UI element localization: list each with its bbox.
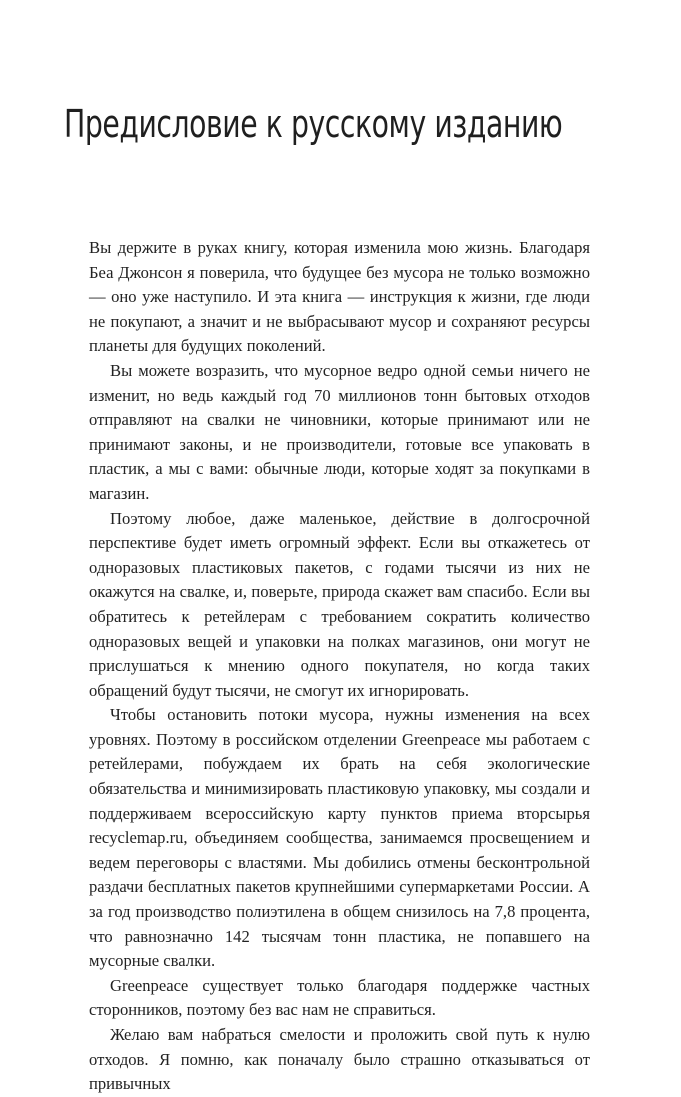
paragraph-3: Поэтому любое, даже маленькое, действие в долгосрочной перспективе будет иметь огромный эффект. Если вы откажетесь от одноразовых пластиковых пакетов, с годами тысячи из них не окажутся на свалке, и, поверьте, природа скажет вам спасибо. Если вы обратитесь к ретейлерам с требованием сократить количество одноразовых вещей и упаковки на полках магазинов, они могут не прислушаться к мнению одного покупателя, но когда таких обращений будут тысячи, не смогут их игнорировать. [89,508,590,700]
paragraph-2: Вы можете возразить, что мусорное ведро одной семьи ничего не изменит, но ведь каждый год 70 миллионов тонн бытовых отходов отправляют на свалки не чиновники, которые принимают или не принимают законы, и не производители, готовые все упаковать в пластик, а мы с вами: обычные люди, которые ходят за покупками в магазин. [89,360,590,503]
paragraph-6: Желаю вам набраться смелости и проложить свой путь к нулю отходов. Я помню, как поначалу было страшно отказываться от привычных [89,1025,590,1094]
paragraph-4: Чтобы остановить потоки мусора, нужны изменения на всех уровнях. Поэтому в российском отделении Greenpeace мы работаем с ретейлерами, побуждаем их брать на себя экологические обязательства и минимизировать пластиковую упаковку, мы создали и поддерживаем всероссийскую карту пунктов приема вторсырья recyclemap.ru, объединяем сообщества, занимаемся просвещением и ведем переговоры с властями. Мы добились отмены бесконтрольной раздачи бесплатных пакетов крупнейшими супермаркетами России. А за год производство полиэтилена в общем снизилось на 7,8 процента, что равнозначно 142 тысячам тонн пластика, не попавшего на мусорные свалки. [89,705,590,971]
paragraph-5: Greenpeace существует только благодаря поддержке частных сторонников, поэтому без вас нам не справиться. [89,975,590,1020]
chapter-body [89,236,590,1097]
paragraph-1: Вы держите в руках книгу, которая изменила мою жизнь. Благодаря Беа Джонсон я поверила, что будущее без мусора не только возможно — оно уже наступило. И эта книга — инструкция к жизни, где люди не покупают, а значит и не выбрасывают мусор и сохраняют ресурсы планеты для будущих поколений. [89,238,590,356]
chapter-title: Предисловие к русскому изданию [64,102,563,146]
